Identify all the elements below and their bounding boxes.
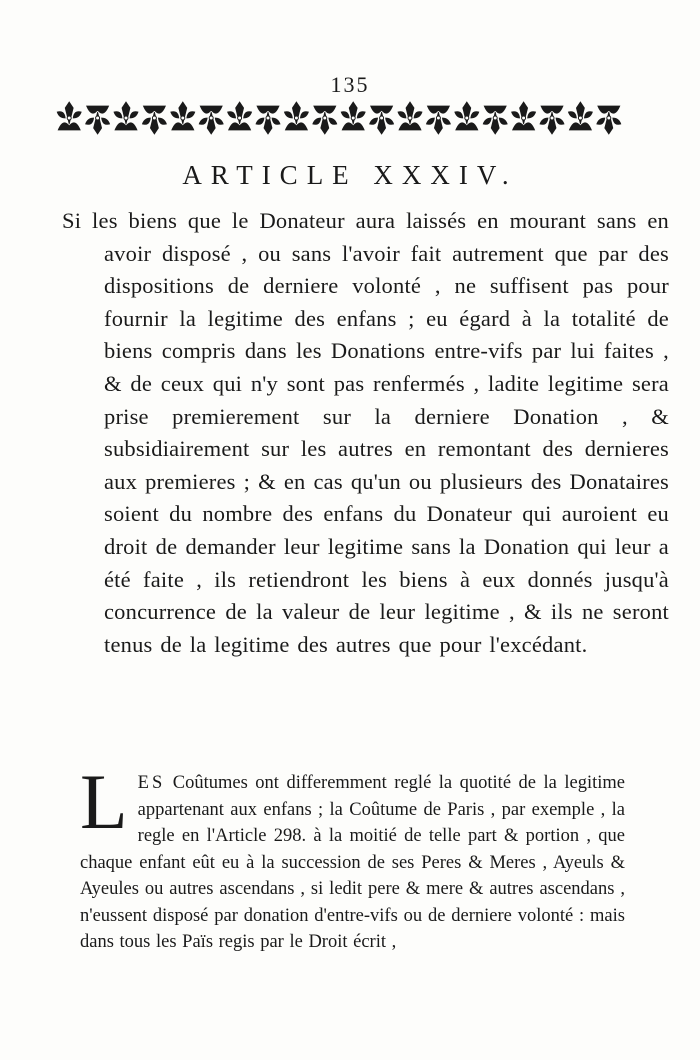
fleuron-motif bbox=[512, 102, 536, 130]
fleuron-motif bbox=[568, 102, 592, 130]
fleuron-ornament bbox=[55, 98, 623, 138]
fleuron-motif bbox=[256, 106, 280, 134]
fleuron-motif bbox=[57, 102, 81, 130]
commentary-paragraph bbox=[80, 758, 625, 956]
fleuron-motif bbox=[313, 106, 337, 134]
fleuron-motif bbox=[199, 106, 223, 134]
fleuron-motif bbox=[455, 102, 479, 130]
fleuron-motif bbox=[142, 106, 166, 134]
fleuron-motif bbox=[228, 102, 252, 130]
fleuron-motif bbox=[86, 106, 110, 134]
article-title: ARTICLE XXXIV. bbox=[182, 160, 518, 190]
fleuron-motif bbox=[597, 106, 621, 134]
commentary-text: Coûtumes ont differemment reglé la quotité de la legitime appartenant aux enfans ; la Coûtume de Paris , par exemple , la regle en l'Article 298. à la moitié de telle part & portion , que chaque enfant eût eu à la succession de ses Peres & Meres , Ayeuls & Ayeules ou autres ascendans , si ledit pere & mere & autres ascendans , n'eussent disposé par donation d'entre-vifs ou de derniere volonté : mais dans tous les Païs regis par le Droit écrit , bbox=[80, 773, 625, 952]
page-number: 135 bbox=[330, 72, 370, 97]
fleuron-motif bbox=[540, 106, 564, 134]
fleuron-motif bbox=[398, 102, 422, 130]
fleuron-motif bbox=[284, 102, 308, 130]
fleuron-ornament-band bbox=[55, 98, 623, 138]
fleuron-motif bbox=[341, 102, 365, 130]
drop-cap: L bbox=[80, 758, 128, 845]
commentary-first-word: ES bbox=[137, 773, 166, 793]
fleuron-motif bbox=[370, 106, 394, 134]
fleuron-motif bbox=[114, 102, 138, 130]
fleuron-motif bbox=[483, 106, 507, 134]
fleuron-motif bbox=[426, 106, 450, 134]
article-text: Si les biens que le Donateur aura laissés en mourant sans en avoir disposé , ou sans l'avoir fait autrement que par des dispositions de derniere volonté , ne suffisent pas pour fournir la legitime des enfans ; eu égard à la totalité de biens compris dans les Donations entre-vifs par lui faites , & de ceux qui n'y sont pas renfermés , ladite legitime sera prise premierement sur la derniere Donation , & subsidiairement sur les autres en remontant des dernieres aux premieres ; & en cas qu'un ou plusieurs des Donataires soient du nombre des enfans du Donateur qui auroient eu droit de demander leur legitime sans la Donation qui leur a été faite , ils retiendront les biens à eux donnés jusqu'à concurrence de la valeur de leur legitime , & ils ne seront tenus de la legitime des autres que pour l'excédant. bbox=[62, 208, 669, 657]
fleuron-motif bbox=[171, 102, 195, 130]
